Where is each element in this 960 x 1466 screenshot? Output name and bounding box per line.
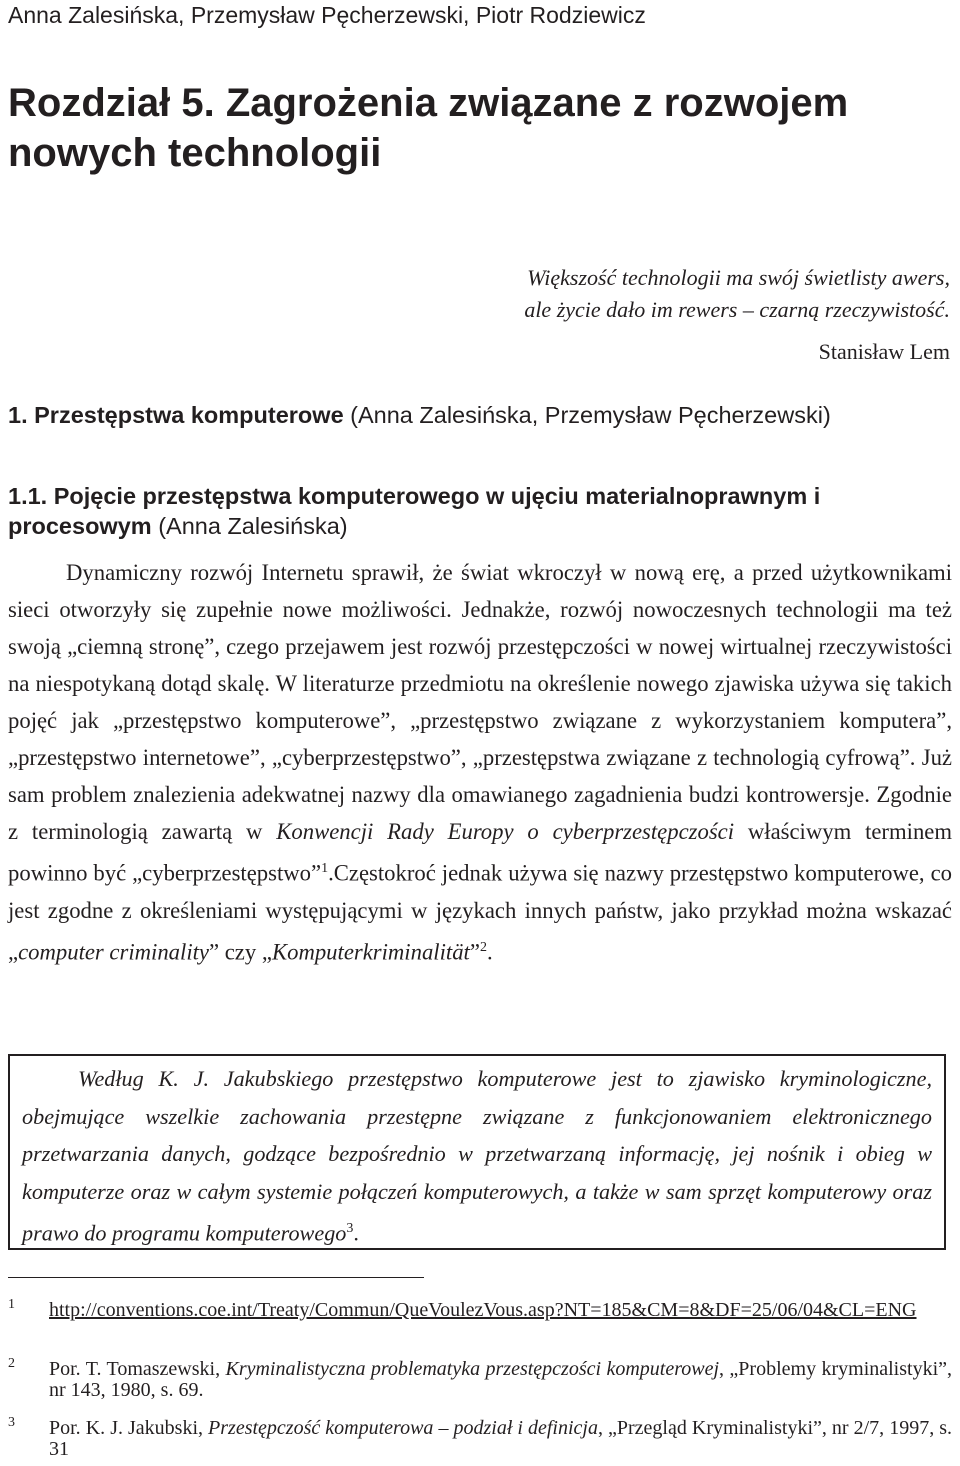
body-text-segment: .Częstokroć jednak używa się nazwy przestępstwo komputerowe, co jest zgodne z określeniami występującymi w językach innych państw, jako przykład można wskazać „	[8, 860, 952, 965]
body-text-segment: .	[486, 939, 493, 965]
footnote-italic-title: Kryminalistyczna problematyka przestępczości komputerowej	[225, 1358, 720, 1380]
footnote-number: 2	[8, 1356, 15, 1371]
definition-box	[8, 1054, 946, 1250]
body-italic-term: Komputerkriminalität	[271, 939, 470, 965]
footnote-3	[8, 1415, 953, 1460]
footnote-text	[49, 1300, 952, 1321]
body-italic-term: computer criminality	[18, 939, 209, 965]
footnote-number: 3	[8, 1415, 15, 1430]
footnote-text	[49, 1418, 952, 1460]
epigraph-line-2: ale życie dało im rewers – czarną rzeczywistość.	[524, 297, 950, 322]
running-header-authors: Anna Zalesińska, Przemysław Pęcherzewski, Piotr Rodziewicz	[8, 2, 646, 28]
footnote-2	[8, 1356, 953, 1401]
body-italic-title: Konwencji Rady Europy o cyberprzestępczości	[276, 819, 735, 844]
body-text-segment: właściwym terminem powinno być „cyberprzestępstwo”	[8, 819, 953, 886]
definition-text	[10, 1056, 944, 1252]
footnote-text	[49, 1359, 952, 1401]
footnote-1	[8, 1297, 952, 1321]
body-text-segment: ” czy „	[209, 939, 272, 965]
footnote-separator	[8, 1277, 424, 1278]
body-text-segment: Dynamiczny rozwój Internetu sprawił, że świat wkroczył w nową erę, a przed użytkownikami sieci otworzyły się zupełnie nowe możliwości. Jednakże, rozwój nowoczesnych technologii ma też swoją „ciemną stronę”, czego przejawem jest rozwój przestępczości w nowej wirtualnej rzeczywistości na niespotykaną dotąd skalę. W literaturze przedmiotu na określenie nowego zjawiska używa się takich pojęć jak „przestępstwo komputerowe”, „przestępstwo związane z wykorzystaniem komputera”, „przestępstwo internetowe”, „cyberprzestępstwo”, „przestępstwa związane z technologią cyfrową”. Już sam problem znalezienia adekwatnej nazwy dla omawianego zagadnienia budzi kontrowersje. Zgodnie z terminologią zawartą w	[8, 560, 952, 844]
body-text-segment: ”	[469, 939, 480, 965]
epigraph-line-1: Większość technologii ma swój świetlisty awers,	[527, 265, 950, 290]
footnote-ref-2[interactable]: 2	[479, 939, 487, 955]
section-heading-1-1-title: 1.1. Pojęcie przestępstwa komputerowego w ujęciu materialnoprawnym i procesowym	[8, 483, 821, 539]
footnote-link[interactable]: http://conventions.coe.int/Treaty/Commun/QueVoulezVous.asp?NT=185&CM=8&DF=25/06/04&CL=ENG	[49, 1299, 917, 1321]
footnote-text-segment: Por. T. Tomaszewski,	[49, 1358, 226, 1380]
footnote-number: 1	[8, 1297, 15, 1312]
section-heading-1-1-authors: (Anna Zalesińska)	[151, 513, 348, 539]
section-heading-1-authors: (Anna Zalesińska, Przemysław Pęcherzewski)	[343, 402, 831, 428]
section-heading-1	[8, 400, 831, 430]
footnote-text-segment: , „Przegląd Kryminalistyki”, nr 2/7, 1997, s. 31	[49, 1417, 953, 1460]
definition-end: .	[353, 1220, 359, 1246]
definition-body: Według K. J. Jakubskiego przestępstwo komputerowe jest to zjawisko kryminologiczne, obejmujące wszelkie zachowania przestępne związane z funkcjonowaniem elektronicznego przetwarzania danych, godzące bezpośrednio w przetwarzaną informację, jej nośnik i obieg w komputerze oraz w całym systemie połączeń komputerowych, a także w sam sprzęt komputerowy oraz prawo do programu komputerowego	[22, 1066, 932, 1246]
epigraph-author: Stanisław Lem	[818, 339, 950, 364]
footnote-ref-1[interactable]: 1	[321, 861, 329, 876]
footnote-ref-3[interactable]: 3	[346, 1221, 354, 1236]
section-heading-1-1	[8, 481, 952, 541]
chapter-title: Rozdział 5. Zagrożenia związane z rozwojem nowych technologii	[8, 81, 849, 175]
footnote-text-segment: Por. K. J. Jakubski,	[49, 1417, 209, 1439]
footnote-italic-title: Przestępczość komputerowa – podział i definicja	[208, 1417, 598, 1439]
section-heading-1-title: 1. Przestępstwa komputerowe	[8, 402, 344, 428]
footnote-text-segment: , „Problemy kryminalistyki”, nr 143, 1980, s. 69.	[49, 1358, 953, 1401]
body-paragraph	[8, 554, 952, 970]
epigraph	[524, 262, 950, 368]
